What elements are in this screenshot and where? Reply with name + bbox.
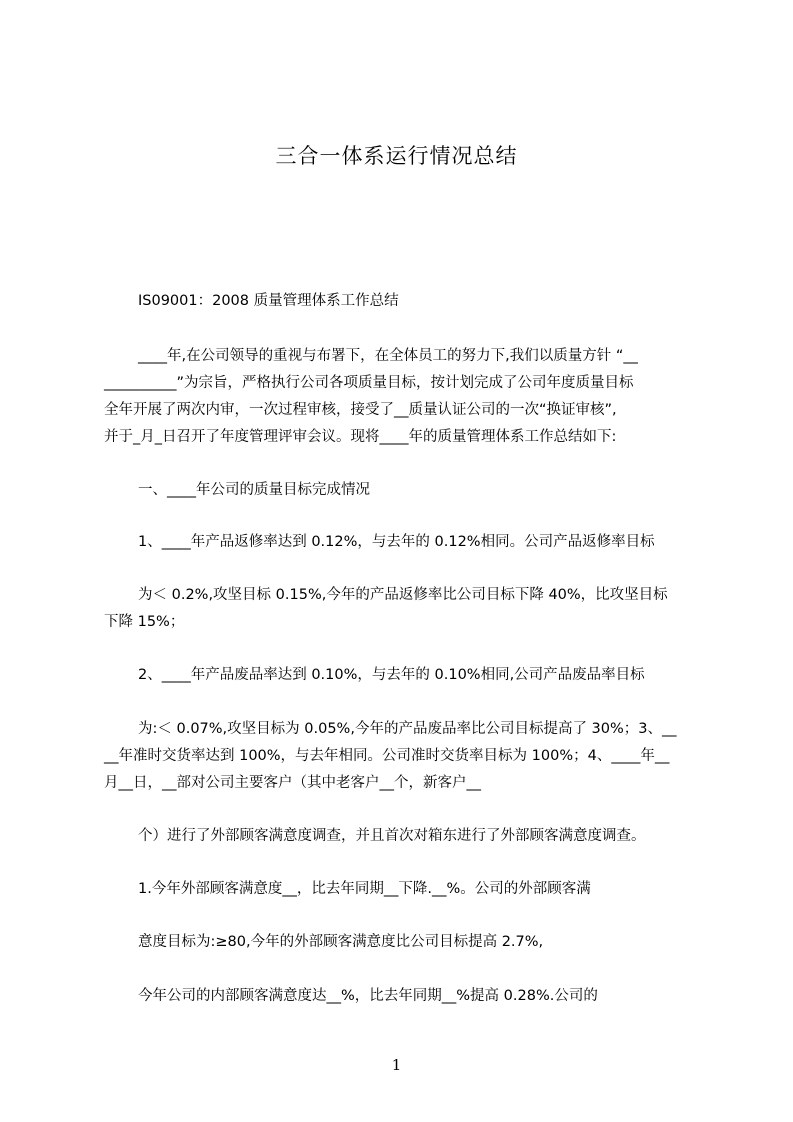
- list-item: 1、____年产品返修率达到 0.12%，与去年的 0.12%相同。公司产品返修率目标: [138, 534, 655, 550]
- paragraph-line: 下降 15%；: [104, 614, 185, 630]
- paragraph-line: 个）进行了外部顾客满意度调查，并且首次对箱东进行了外部顾客满意度调查。: [138, 828, 646, 844]
- document-title: 三合一体系运行情况总结: [275, 144, 518, 168]
- list-item: 2、____年产品废品率达到 0.10%，与去年的 0.10%相同,公司产品废品率目标: [138, 667, 645, 683]
- paragraph-line: 并于_月_日召开了年度管理评审会议。现将____年的质量管理体系工作总结如下:: [104, 429, 617, 445]
- paragraph-line: 今年公司的内部顾客满意度达__%，比去年同期__%提高 0.28%.公司的: [138, 988, 598, 1004]
- paragraph-line: 意度目标为:≥80,今年的外部顾客满意度比公司目标提高 2.7%,: [138, 934, 544, 950]
- paragraph-line: 月__日，__部对公司主要客户（其中老客户__个，新客户__: [104, 775, 481, 791]
- paragraph-line: __________”为宗旨，严格执行公司各项质量目标，按计划完成了公司年度质量目标: [104, 375, 634, 391]
- paragraph-line: 为＜ 0.2%,攻坚目标 0.15%,今年的产品返修率比公司目标下降 40%，比攻坚目标: [138, 587, 668, 603]
- paragraph-line: 全年开展了两次内审，一次过程审核，接受了__质量认证公司的一次“换证审核”,: [104, 402, 617, 418]
- paragraph-line: ____年,在公司领导的重视与布署下，在全体员工的努力下,我们以质量方针 “__: [138, 348, 638, 364]
- paragraph-line: __年准时交货率达到 100%，与去年相同。公司准时交货率目标为 100%；4、____年__: [104, 748, 670, 764]
- paragraph-line: 为:＜ 0.07%,攻坚目标为 0.05%,今年的产品废品率比公司目标提高了 30%；3、__: [138, 721, 677, 737]
- list-item: 1.今年外部顾客满意度__，比去年同期__下降.__%。公司的外部顾客满: [138, 881, 591, 897]
- page-number: 1: [391, 1056, 402, 1074]
- section-heading: 一、____年公司的质量目标完成情况: [138, 482, 370, 498]
- section-subtitle: IS09001：2008 质量管理体系工作总结: [138, 293, 399, 309]
